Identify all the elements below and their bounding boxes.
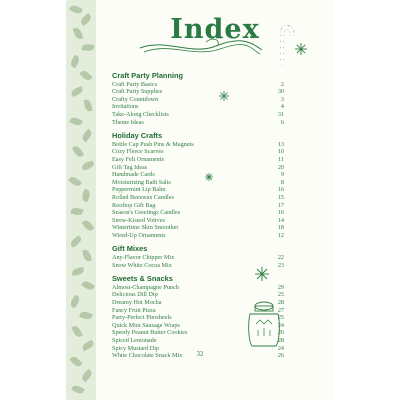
entry-page: 6 [280,118,284,126]
entry-page: 18 [277,224,284,232]
index-entry [112,119,284,127]
candy-cane-icon [274,22,296,66]
entry-page: 15 [277,193,284,201]
index-entry [112,254,284,262]
index-entry [112,164,284,172]
index-entry [112,96,284,104]
holly-border [66,0,96,400]
entry-page: 12 [277,231,284,239]
entry-page: 4 [280,103,284,111]
entry-label: Moisturizing Bath Salts [112,178,171,186]
entry-page: 3 [280,95,284,103]
index-entry [112,194,284,202]
index-entry [112,81,284,89]
entry-label: Easy Felt Ornaments [112,155,164,163]
entry-page: 31 [277,110,284,118]
entry-page: 25 [277,314,284,322]
section-title: Holiday Crafts [112,131,163,141]
entry-label: Snow-Kissed Votives [112,216,165,224]
entry-label: Invitations [112,103,139,111]
entry-page: 13 [277,140,284,148]
entry-label: Speedy Peanut Butter Cookies [112,329,188,337]
entry-page: 26 [277,352,284,360]
index-entry [112,291,284,299]
index-entry [112,209,284,217]
entry-label: Rolled Beeswax Candles [112,193,174,201]
entry-label: Party-Perfect Pinwheels [112,314,172,322]
page-title: Index [170,14,260,45]
entry-page: 30 [277,88,284,96]
entry-label: Handmade Cards [112,171,155,179]
entry-page: 25 [277,291,284,299]
entry-label: Any-Flavor Chipper Mix [112,254,175,262]
entry-label: Season's Greetings Candles [112,209,181,217]
section-title: Craft Party Planning [112,71,184,80]
page-number: 32 [196,350,204,358]
entry-label: Craft Party Basics [112,80,158,88]
cookie-jar-icon [242,300,286,350]
entry-page: 8 [280,178,284,186]
index-entry [112,186,284,194]
entry-label: Rooftop Gift Bag [112,201,156,209]
entry-label: Wired-Up Ornaments [112,231,166,239]
entry-label: Crafty Countdown [112,95,159,103]
index-section-craft-party-planning [112,72,284,126]
entry-page: 28 [277,337,284,344]
book-page [66,0,334,400]
entry-label: Bottle Cap Push Pins & Magnets [112,140,194,148]
entry-page: 23 [277,261,284,269]
section-title: Sweets & Snacks [112,274,173,284]
entry-label: Snow White Cocoa Mix [112,261,172,269]
entry-page: 17 [277,201,284,209]
index-section-gift-mixes [112,245,284,269]
entry-page: 11 [278,155,284,163]
entry-page: 24 [277,321,284,329]
entry-page: 16 [277,186,284,194]
entry-label: Peppermint Lip Balm [112,186,166,194]
index-entry [112,141,284,149]
index-entry [112,111,284,119]
entry-label: Take-Along Checklists [112,110,169,118]
entry-label: Theme Ideas [112,118,144,126]
entry-page: 22 [277,254,284,262]
entry-label: Dreamy Hot Mocha [112,299,162,307]
entry-page: 27 [277,306,284,314]
entry-label: Almost-Champagne Punch [112,283,179,291]
entry-page: 24 [277,344,284,352]
entry-label: Cozy Fleece Scarves [112,148,164,156]
index-header [96,0,334,70]
index-entry [112,284,284,292]
snowflake-icon [294,42,308,56]
index-entry [112,171,284,179]
entry-page: 2 [280,80,284,88]
entry-label: Quick Mini Sausage Wraps [112,321,180,329]
entry-page: 9 [280,171,284,179]
entry-page: 10 [277,148,284,156]
entry-page: 26 [277,329,284,337]
index-section-holiday-crafts [112,132,284,239]
section-title: Gift Mixes [112,244,148,254]
index-entry [112,148,284,156]
entry-label: Gift Tag Ideas [112,163,148,171]
entry-label: Spiced Lemonade [112,337,157,344]
entry-page: 16 [277,209,284,217]
entry-page: 28 [277,299,284,307]
index-entry [112,103,284,111]
entry-label: Fancy Fruit Pizza [112,306,156,314]
entry-label: Delicious Dill Dip [112,291,158,299]
entry-page: 29 [277,283,284,291]
entry-label: Wintertime Skin Smoother [112,224,179,232]
entry-label: White Chocolate Snack Mix [112,352,183,360]
index-entry [112,156,284,164]
entry-label: Craft Party Supplies [112,88,163,96]
entry-page: 20 [277,163,284,171]
index-entry [112,224,284,232]
index-entry [112,232,284,240]
index-entry [112,217,284,225]
index-entry [112,179,284,187]
entry-page: 14 [277,216,284,224]
ribbon-swirl-icon [136,36,266,58]
entry-label: Spicy Mustard Dip [112,344,160,352]
index-entry [112,262,284,270]
index-entry [112,202,284,210]
index-entry [112,88,284,96]
